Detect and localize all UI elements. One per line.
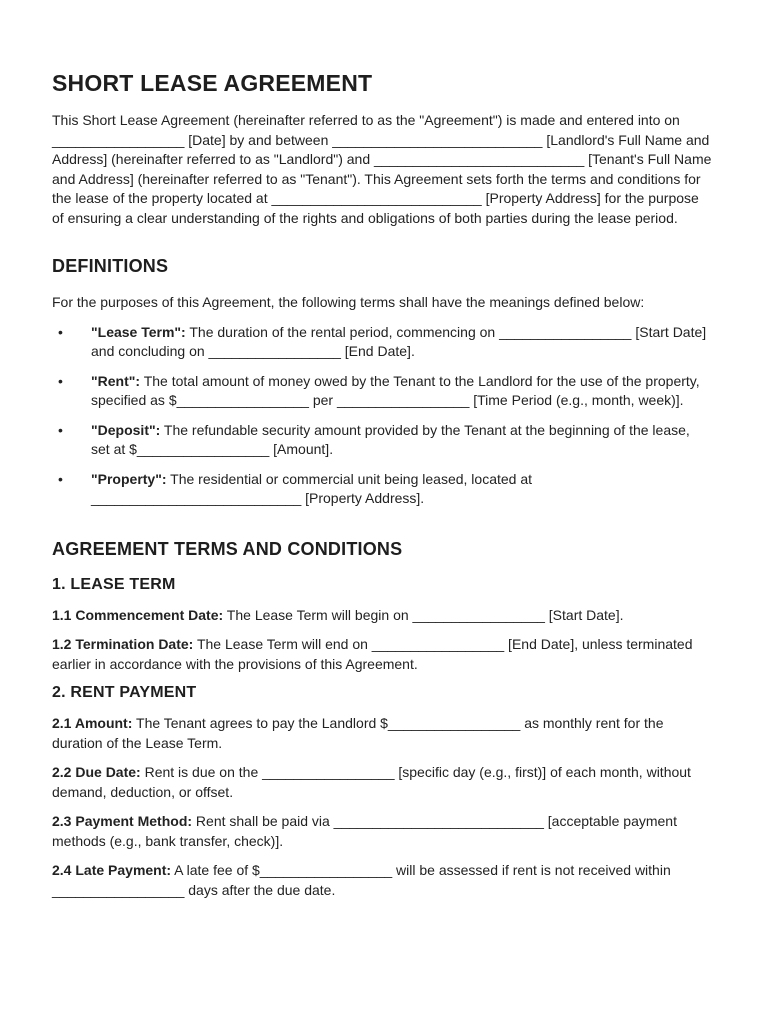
terms-heading: AGREEMENT TERMS AND CONDITIONS	[52, 538, 403, 559]
clause-text: Rent shall be paid via ___________________________ [acceptable payment methods (e.g., bank transfer, check)].	[52, 813, 677, 849]
clause-label: 1.1 Commencement Date:	[52, 606, 224, 623]
rent-payment-heading: 2. RENT PAYMENT	[52, 684, 197, 701]
list-item	[52, 323, 712, 362]
clause-1-2	[52, 635, 712, 674]
definition-text: The refundable security amount provided by the Tenant at the beginning of the lease, set at $_________________ [Amount].	[91, 421, 690, 457]
bullet-icon: •	[58, 421, 63, 438]
clause-label: 2.3 Payment Method:	[52, 813, 193, 829]
definition-term: "Deposit":	[91, 421, 161, 438]
clause-text: The Lease Term will end on _________________ [End Date], unless terminated earlier in accordance with the provisions of this Agreement.	[52, 636, 693, 672]
clause-2-3	[52, 812, 712, 851]
clause-label: 1.2 Termination Date:	[52, 636, 194, 652]
clause-2-1	[52, 714, 712, 753]
intro-paragraph: This Short Lease Agreement (hereinafter referred to as the "Agreement") is made and entered into on _________________ [Date] by and between ___________________________ [Landlord's Full Name and Address] (hereinafter referred to as "Landlord") and ___________________________ [Tenant's Full Name and Address] (hereinafter referred to as "Tenant"). This Agreement sets forth the terms and conditions for the lease of the property located at ___________________________ [Property Address] for the purpose of ensuring a clear understanding of the rights and obligations of both parties during the lease period.	[52, 112, 712, 226]
definitions-heading: DEFINITIONS	[52, 256, 169, 276]
list-item	[52, 421, 712, 460]
document-title: SHORT LEASE AGREEMENT	[52, 70, 373, 96]
definition-text: The total amount of money owed by the Tenant to the Landlord for the use of the property, specified as $_________________ per _________________ [Time Period (e.g., month, week)].	[91, 372, 700, 408]
clause-label: 2.2 Due Date:	[52, 764, 141, 780]
clause-1-1	[52, 606, 712, 626]
clause-text: A late fee of $_________________ will be assessed if rent is not received within _________________ days after the due date.	[52, 862, 671, 898]
clause-2-2	[52, 763, 712, 802]
definition-term: "Lease Term":	[91, 323, 186, 340]
bullet-icon: •	[58, 372, 63, 389]
lease-term-heading: 1. LEASE TERM	[52, 575, 176, 593]
clause-text: Rent is due on the _________________ [specific day (e.g., first)] of each month, without demand, deduction, or offset.	[52, 764, 691, 800]
definition-term: "Rent":	[91, 372, 141, 389]
definitions-list	[52, 323, 712, 509]
clause-text: The Lease Term will begin on _________________ [Start Date].	[223, 606, 624, 623]
clause-2-4	[52, 861, 712, 900]
bullet-icon: •	[58, 470, 63, 487]
definition-text: The duration of the rental period, commencing on _________________ [Start Date] and concluding on _________________ [End Date].	[91, 323, 707, 359]
clause-label: 2.1 Amount:	[52, 715, 133, 731]
list-item	[52, 372, 712, 411]
bullet-icon: •	[58, 323, 63, 340]
definitions-lead: For the purposes of this Agreement, the following terms shall have the meanings defined below:	[52, 294, 645, 310]
definition-text: The residential or commercial unit being leased, located at ___________________________ [Property Address].	[91, 470, 533, 506]
clause-label: 2.4 Late Payment:	[52, 862, 172, 878]
definition-term: "Property":	[91, 470, 167, 487]
list-item	[52, 470, 712, 509]
clause-text: The Tenant agrees to pay the Landlord $_________________ as monthly rent for the duration of the Lease Term.	[52, 715, 664, 751]
